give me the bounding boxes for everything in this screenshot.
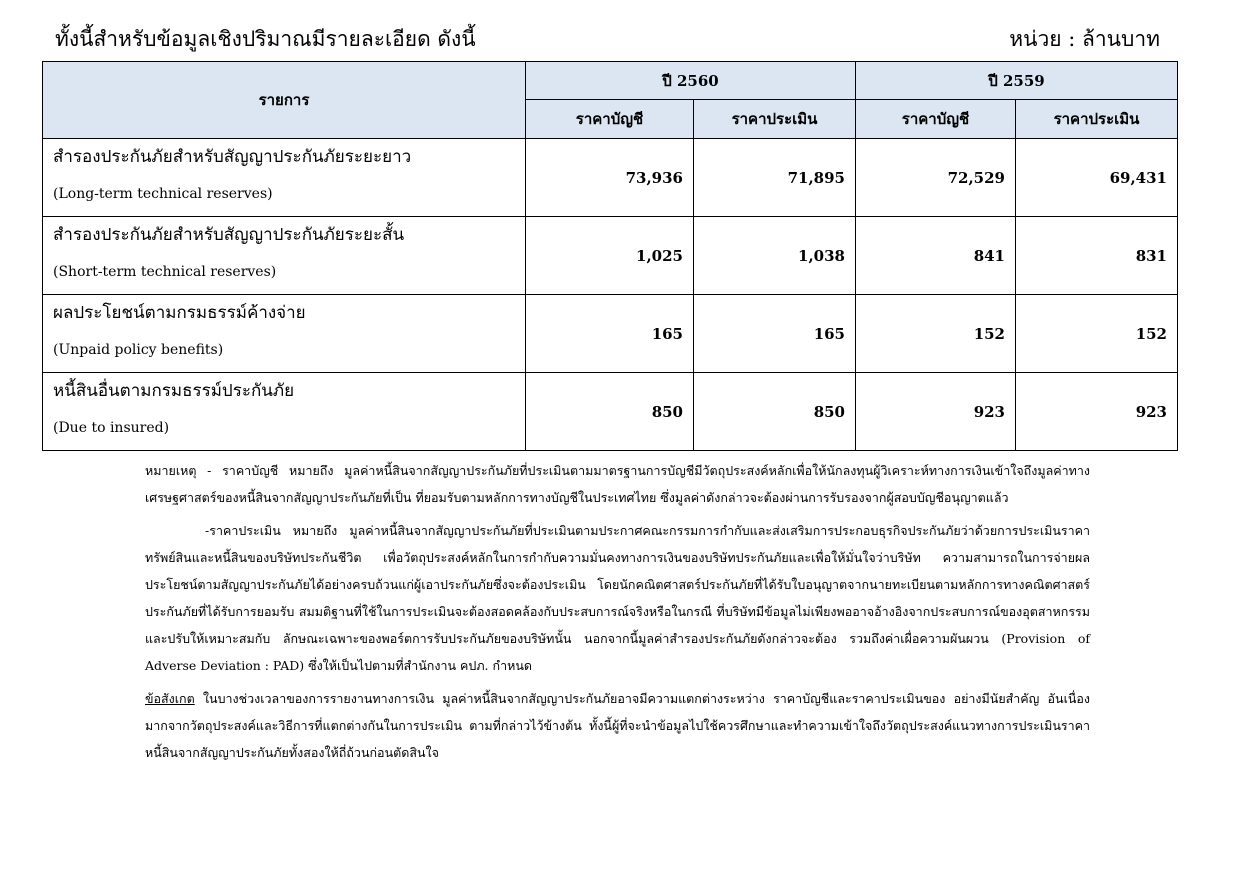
value-cell: 923 <box>1016 373 1178 451</box>
value-cell: 73,936 <box>526 139 694 217</box>
note-observation <box>145 685 1090 766</box>
year-header-2560: ปี 2560 <box>526 62 856 100</box>
item-label-en: (Short-term technical reserves) <box>53 264 277 280</box>
value-cell: 1,038 <box>694 217 856 295</box>
appraised-value-header: ราคาประเมิน <box>1016 100 1178 139</box>
notes-section <box>145 457 1090 766</box>
value-cell: 152 <box>856 295 1016 373</box>
book-value-header: ราคาบัญชี <box>856 100 1016 139</box>
item-cell <box>43 139 526 217</box>
item-label-en: (Unpaid policy benefits) <box>53 342 224 358</box>
item-label-en: (Due to insured) <box>53 420 170 436</box>
item-label-th: ผลประโยชน์ตามกรมธรรม์ค้างจ่าย <box>53 303 306 323</box>
note-appraised-value: -ราคาประเมิน หมายถึง มูลค่าหนี้สินจากสัญญาประกันภัยที่ประเมินตามประกาศคณะกรรมการกำกับและส่งเสริมการประกอบธุรกิจประกันภัยว่าด้วยการประเมินราคาทรัพย์สินและหนี้สินของบริษัทประกันชีวิต เพื่อวัตถุประสงค์หลักในการกำกับความมั่นคงทางการเงินของบริษัทประกันภัยและเพื่อให้มั่นใจว่าบริษัท ความสามารถในการจ่ายผลประโยชน์ตามสัญญาประกันภัยได้อย่างครบถ้วนแก่ผู้เอาประกันภัยซึ่งจะต้องประเมิน โดยนักคณิตศาสตร์ประกันภัยที่ได้รับใบอนุญาตจากนายทะเบียนตามหลักการทางคณิตศาสตร์ ประกันภัยที่ได้รับการยอมรับ สมมติฐานที่ใช้ในการประเมินจะต้องสอดคล้องกับประสบการณ์จริงหรือในกรณี ที่บริษัทมีข้อมูลไม่เพียงพออาจอ้างอิงจากประสบการณ์ของอุตสาหกรรมและปรับให้เหมาะสมกับ ลักษณะเฉพาะของพอร์ตการรับประกันภัยของบริษัทนั้น นอกจากนี้มูลค่าสำรองประกันภัยดังกล่าวจะต้อง รวมถึงค่าเผื่อความผันผวน (Provision of Adverse Deviation : PAD) ซึ่งให้เป็นไปตามที่สำนักงาน คปภ. กำหนด <box>145 523 1090 673</box>
table-row <box>43 373 1178 451</box>
table-row <box>43 295 1178 373</box>
value-cell: 841 <box>856 217 1016 295</box>
item-cell <box>43 295 526 373</box>
value-cell: 71,895 <box>694 139 856 217</box>
value-cell: 850 <box>526 373 694 451</box>
item-cell <box>43 217 526 295</box>
item-label-th: หนี้สินอื่นตามกรมธรรม์ประกันภัย <box>53 381 295 401</box>
value-cell: 69,431 <box>1016 139 1178 217</box>
value-cell: 152 <box>1016 295 1178 373</box>
item-label-en: (Long-term technical reserves) <box>53 186 273 202</box>
item-column-header: รายการ <box>43 62 526 139</box>
appraised-value-header: ราคาประเมิน <box>694 100 856 139</box>
value-cell: 72,529 <box>856 139 1016 217</box>
book-value-header: ราคาบัญชี <box>526 100 694 139</box>
table-row <box>43 217 1178 295</box>
unit-label: หน่วย : ล้านบาท <box>1009 27 1160 51</box>
year-header-2559: ปี 2559 <box>856 62 1178 100</box>
item-label-th: สำรองประกันภัยสำหรับสัญญาประกันภัยระยะสั้น <box>53 225 405 245</box>
value-cell: 831 <box>1016 217 1178 295</box>
item-cell <box>43 373 526 451</box>
table-row <box>43 139 1178 217</box>
value-cell: 165 <box>526 295 694 373</box>
header-title: ทั้งนี้สำหรับข้อมูลเชิงปริมาณมีรายละเอียด ดังนี้ <box>55 27 476 51</box>
table-header-row <box>43 62 1178 100</box>
observation-text: ในบางช่วงเวลาของการรายงานทางการเงิน มูลค่าหนี้สินจากสัญญาประกันภัยอาจมีความแตกต่างระหว่าง ราคาบัญชีและราคาประเมินของ อย่างมีนัยสำคัญ อันเนื่องมากจากวัตถุประสงค์และวิธีการที่แตกต่างกันในการประเมิน ตามที่กล่าวไว้ข้างต้น ทั้งนี้ผู้ที่จะนำข้อมูลไปใช้ควรศึกษาและทำความเข้าใจถึงวัตถุประสงค์แนวทางการประเมินราคา หนี้สินจากสัญญาประกันภัยทั้งสองให้ถี่ถ้วนก่อนตัดสินใจ <box>145 691 1090 760</box>
item-label-th: สำรองประกันภัยสำหรับสัญญาประกันภัยระยะยาว <box>53 147 412 167</box>
value-cell: 165 <box>694 295 856 373</box>
reserves-table <box>42 61 1178 451</box>
value-cell: 923 <box>856 373 1016 451</box>
value-cell: 1,025 <box>526 217 694 295</box>
observation-label: ข้อสังเกต <box>145 691 195 706</box>
value-cell: 850 <box>694 373 856 451</box>
note-book-value: หมายเหตุ - ราคาบัญชี หมายถึง มูลค่าหนี้สินจากสัญญาประกันภัยที่ประเมินตามมาตรฐานการบัญชีมีวัตถุประสงค์หลักเพื่อให้นักลงทุนผู้วิเคราะห์ทางการเงินเข้าใจถึงมูลค่าทางเศรษฐศาสตร์ของหนี้สินจากสัญญาประกันภัยที่เป็น ที่ยอมรับตามหลักการทางบัญชีในประเทศไทย ซึ่งมูลค่าดังกล่าวจะต้องผ่านการรับรองจากผู้สอบบัญชีอนุญาตแล้ว <box>145 463 1090 505</box>
